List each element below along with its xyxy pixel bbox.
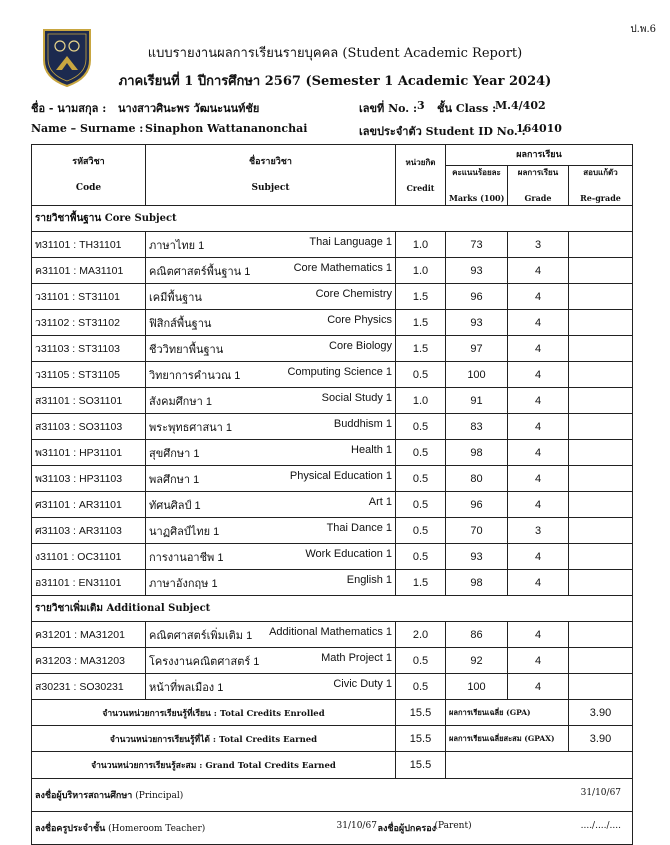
subject-name-th: หน้าที่พลเมือง 1 xyxy=(149,681,224,694)
subject-grade: 4 xyxy=(508,440,569,466)
total-earned-label: จำนวนหน่วยการเรียนรู้ที่ได้ : Total Credits Earned xyxy=(32,726,396,752)
subject-name-en: English 1 xyxy=(346,573,392,586)
subject-name-en: Additional Mathematics 1 xyxy=(269,625,392,638)
subject-code: ว31101 : ST31101 xyxy=(32,284,146,310)
grades-table-body xyxy=(32,145,633,845)
subject-row xyxy=(32,258,633,284)
subject-code: ว31103 : ST31103 xyxy=(32,336,146,362)
grade-header-en: Grade xyxy=(524,193,552,203)
subject-regrade xyxy=(569,232,633,258)
subject-name-cell xyxy=(146,284,396,310)
grades-table xyxy=(31,144,633,845)
subject-name-th: เคมีพื้นฐาน xyxy=(149,291,202,304)
teacher-date: 31/10/67 xyxy=(336,821,377,831)
subject-credit: 1.0 xyxy=(396,388,446,414)
subject-code: ส30231 : SO30231 xyxy=(32,674,146,700)
subject-regrade xyxy=(569,310,633,336)
core-section-label: รายวิชาพื้นฐาน Core Subject xyxy=(32,206,633,232)
subject-name-th: พระพุทธศาสนา 1 xyxy=(149,421,233,434)
subject-grade: 4 xyxy=(508,544,569,570)
subject-name-th: นาฏศิลป์ไทย 1 xyxy=(149,525,220,538)
subject-name-cell xyxy=(146,570,396,596)
subject-name-cell xyxy=(146,674,396,700)
parent-label-th: ลงชื่อผู้ปกครอง xyxy=(377,824,437,834)
student-class: M.4/402 xyxy=(495,99,546,112)
subject-regrade xyxy=(569,284,633,310)
subject-marks: 91 xyxy=(446,388,508,414)
subject-regrade xyxy=(569,492,633,518)
grand-total-blank xyxy=(446,752,633,779)
credit-header-th: หน่วยกิต xyxy=(405,156,436,167)
additional-section-label: รายวิชาเพิ่มเติม Additional Subject xyxy=(32,596,633,622)
student-id: 164010 xyxy=(516,122,562,135)
subject-name-en: Math Project 1 xyxy=(321,651,392,664)
subject-marks: 93 xyxy=(446,258,508,284)
subject-grade: 4 xyxy=(508,648,569,674)
subject-credit: 0.5 xyxy=(396,362,446,388)
subject-credit: 1.5 xyxy=(396,570,446,596)
subject-code: ส31103 : SO31103 xyxy=(32,414,146,440)
subject-name-th: พลศึกษา 1 xyxy=(149,473,200,486)
subject-name-th: วิทยาการคำนวณ 1 xyxy=(149,369,241,382)
code-header-en: Code xyxy=(75,182,102,193)
subject-name-en: Thai Dance 1 xyxy=(326,521,392,534)
subject-row xyxy=(32,622,633,648)
subject-credit: 0.5 xyxy=(396,466,446,492)
total-earned-value: 15.5 xyxy=(396,726,446,752)
subject-regrade xyxy=(569,336,633,362)
subject-row xyxy=(32,232,633,258)
subject-name-th: คณิตศาสตร์เพิ่มเติม 1 xyxy=(149,629,253,642)
subject-code: พ31103 : HP31103 xyxy=(32,466,146,492)
marks-header-en: Marks (100) xyxy=(449,193,505,203)
subject-code: อ31101 : EN31101 xyxy=(32,570,146,596)
subject-row xyxy=(32,284,633,310)
subject-marks: 98 xyxy=(446,440,508,466)
subject-row xyxy=(32,492,633,518)
subject-name-th: สังคมศึกษา 1 xyxy=(149,395,212,408)
semester-title: ภาคเรียนที่ 1 ปีการศึกษา 2567 (Semester 1 Academic Year 2024) xyxy=(118,74,552,89)
subject-row xyxy=(32,414,633,440)
regrade-header-en: Re-grade xyxy=(580,193,621,203)
subject-regrade xyxy=(569,622,633,648)
subject-grade: 4 xyxy=(508,570,569,596)
subject-name-en: Core Chemistry xyxy=(315,287,392,300)
gpa-value: 3.90 xyxy=(569,700,633,726)
gpax-value: 3.90 xyxy=(569,726,633,752)
subject-grade: 4 xyxy=(508,336,569,362)
subject-row xyxy=(32,310,633,336)
subject-name-cell xyxy=(146,648,396,674)
subject-credit: 0.5 xyxy=(396,648,446,674)
principal-date: 31/10/67 xyxy=(580,788,622,798)
teacher-label-th: ลงชื่อครูประจำชั้น xyxy=(35,824,106,834)
total-enrolled-row xyxy=(32,700,633,726)
subject-row xyxy=(32,544,633,570)
student-id-label: เลขประจำตัว Student ID No. : xyxy=(359,125,526,138)
result-group-header: ผลการเรียน xyxy=(446,145,633,166)
subject-code: ค31201 : MA31201 xyxy=(32,622,146,648)
subject-name-th: ภาษาอังกฤษ 1 xyxy=(149,577,218,590)
subject-name-en: Core Biology xyxy=(329,339,392,352)
gpax-label: ผลการเรียนเฉลี่ยสะสม (GPAX) xyxy=(446,726,569,752)
subject-name-cell xyxy=(146,336,396,362)
subject-marks: 100 xyxy=(446,362,508,388)
subject-regrade xyxy=(569,414,633,440)
subject-name-th: ภาษาไทย 1 xyxy=(149,239,205,252)
credit-header-en: Credit xyxy=(406,182,435,193)
subject-row xyxy=(32,518,633,544)
subject-credit: 0.5 xyxy=(396,492,446,518)
subject-regrade xyxy=(569,518,633,544)
subject-name-en: Social Study 1 xyxy=(321,391,392,404)
subject-grade: 4 xyxy=(508,492,569,518)
subject-marks: 73 xyxy=(446,232,508,258)
total-earned-row xyxy=(32,726,633,752)
subject-name-cell xyxy=(146,258,396,284)
subject-grade: 4 xyxy=(508,622,569,648)
code-column-header xyxy=(32,145,146,206)
teacher-signature-row xyxy=(32,812,633,845)
subject-row xyxy=(32,466,633,492)
teacher-label-en: (Homeroom Teacher) xyxy=(108,824,206,834)
subject-regrade xyxy=(569,258,633,284)
subject-row xyxy=(32,336,633,362)
student-class-label: ชั้น Class : xyxy=(437,102,497,115)
subject-name-en: Core Mathematics 1 xyxy=(293,261,392,274)
subject-grade: 4 xyxy=(508,414,569,440)
student-name-en-label: Name – Surname : xyxy=(31,122,144,135)
subject-name-th: คณิตศาสตร์พื้นฐาน 1 xyxy=(149,265,251,278)
subject-marks: 100 xyxy=(446,674,508,700)
subject-row xyxy=(32,648,633,674)
subject-name-en: Buddhism 1 xyxy=(333,417,392,430)
subject-name-th: โครงงานคณิตศาสตร์ 1 xyxy=(149,655,260,668)
subject-row xyxy=(32,362,633,388)
subject-credit: 1.5 xyxy=(396,310,446,336)
subject-name-en: Thai Language 1 xyxy=(309,235,392,248)
subject-credit: 2.0 xyxy=(396,622,446,648)
student-number-label: เลขที่ No. : xyxy=(359,102,418,115)
subject-credit: 0.5 xyxy=(396,674,446,700)
regrade-column-header xyxy=(569,166,633,206)
subject-name-th: การงานอาชีพ 1 xyxy=(149,551,224,564)
subject-credit: 0.5 xyxy=(396,440,446,466)
subject-name-en: Computing Science 1 xyxy=(287,365,392,378)
regrade-header-th: สอบแก้ตัว xyxy=(583,167,618,177)
subject-credit: 1.5 xyxy=(396,284,446,310)
subject-regrade xyxy=(569,388,633,414)
subject-regrade xyxy=(569,466,633,492)
subject-grade: 4 xyxy=(508,258,569,284)
subject-credit: 0.5 xyxy=(396,414,446,440)
form-number: ป.พ.6 xyxy=(630,24,656,35)
subject-name-th: สุขศึกษา 1 xyxy=(149,447,200,460)
subject-marks: 83 xyxy=(446,414,508,440)
subject-regrade xyxy=(569,440,633,466)
core-section-row xyxy=(32,206,633,232)
subject-name-en: Core Physics xyxy=(327,313,392,326)
subject-row xyxy=(32,570,633,596)
subject-column-header xyxy=(146,145,396,206)
gpa-label: ผลการเรียนเฉลี่ย (GPA) xyxy=(446,700,569,726)
subject-code: ศ31101 : AR31101 xyxy=(32,492,146,518)
grand-total-row xyxy=(32,752,633,779)
subject-regrade xyxy=(569,648,633,674)
subject-grade: 4 xyxy=(508,284,569,310)
subject-name-cell xyxy=(146,492,396,518)
principal-signature-row xyxy=(32,779,633,812)
subject-credit: 1.0 xyxy=(396,258,446,284)
subject-name-cell xyxy=(146,362,396,388)
subject-name-th: ทัศนศิลป์ 1 xyxy=(149,499,201,512)
subject-regrade xyxy=(569,570,633,596)
subject-name-th: ชีววิทยาพื้นฐาน xyxy=(149,343,224,356)
subject-code: ส31101 : SO31101 xyxy=(32,388,146,414)
subject-marks: 97 xyxy=(446,336,508,362)
grand-total-label: จำนวนหน่วยการเรียนรู้สะสม : Grand Total Credits Earned xyxy=(32,752,396,779)
subject-name-cell xyxy=(146,466,396,492)
subject-grade: 4 xyxy=(508,466,569,492)
subject-marks: 86 xyxy=(446,622,508,648)
subject-marks: 80 xyxy=(446,466,508,492)
total-enrolled-label: จำนวนหน่วยการเรียนรู้ที่เรียน : Total Credits Enrolled xyxy=(32,700,396,726)
parent-date: ..../..../.... xyxy=(580,821,622,831)
subject-name-en: Work Education 1 xyxy=(305,547,392,560)
subject-credit: 1.0 xyxy=(396,232,446,258)
code-header-th: รหัสวิชา xyxy=(72,156,105,167)
subject-regrade xyxy=(569,362,633,388)
principal-label-th: ลงชื่อผู้บริหารสถานศึกษา xyxy=(35,791,133,801)
subject-row xyxy=(32,388,633,414)
subject-row xyxy=(32,440,633,466)
additional-section-row xyxy=(32,596,633,622)
marks-header-th: คะแนนร้อยละ xyxy=(452,167,501,177)
subject-marks: 70 xyxy=(446,518,508,544)
subject-name-cell xyxy=(146,622,396,648)
table-header-row-1 xyxy=(32,145,633,166)
subject-marks: 92 xyxy=(446,648,508,674)
subject-grade: 3 xyxy=(508,518,569,544)
student-name-en: Sinaphon Wattananonchai xyxy=(145,122,308,135)
subject-marks: 93 xyxy=(446,310,508,336)
subject-code: ว31105 : ST31105 xyxy=(32,362,146,388)
teacher-signature-cell xyxy=(32,812,633,845)
subject-header-en: Subject xyxy=(251,182,290,193)
subject-marks: 96 xyxy=(446,284,508,310)
subject-marks: 96 xyxy=(446,492,508,518)
subject-name-en: Physical Education 1 xyxy=(289,469,392,482)
principal-signature-cell xyxy=(32,779,633,812)
subject-name-cell xyxy=(146,232,396,258)
subject-regrade xyxy=(569,544,633,570)
principal-label-en: (Principal) xyxy=(135,791,184,801)
student-name-th: นางสาวศินะพร วัฒนะนนท์ชัย xyxy=(118,102,260,115)
parent-label-en: (Parent) xyxy=(434,821,472,831)
subject-credit: 1.5 xyxy=(396,336,446,362)
subject-name-cell xyxy=(146,414,396,440)
subject-row xyxy=(32,674,633,700)
subject-grade: 3 xyxy=(508,232,569,258)
student-name-th-label: ชื่อ - นามสกุล : xyxy=(31,102,107,115)
grade-header-th: ผลการเรียน xyxy=(517,167,559,177)
subject-credit: 0.5 xyxy=(396,544,446,570)
total-enrolled-value: 15.5 xyxy=(396,700,446,726)
subject-code: พ31101 : HP31101 xyxy=(32,440,146,466)
grade-column-header xyxy=(508,166,569,206)
subject-code: ว31102 : ST31102 xyxy=(32,310,146,336)
credit-column-header xyxy=(396,145,446,206)
student-number: 3 xyxy=(417,99,425,112)
subject-code: ง31101 : OC31101 xyxy=(32,544,146,570)
subject-name-cell xyxy=(146,388,396,414)
subject-name-cell xyxy=(146,440,396,466)
subject-name-cell xyxy=(146,310,396,336)
subject-code: ศ31103 : AR31103 xyxy=(32,518,146,544)
subject-name-th: ฟิสิกส์พื้นฐาน xyxy=(149,317,212,330)
grand-total-value: 15.5 xyxy=(396,752,446,779)
subject-regrade xyxy=(569,674,633,700)
subject-name-cell xyxy=(146,518,396,544)
subject-name-cell xyxy=(146,544,396,570)
subject-grade: 4 xyxy=(508,388,569,414)
subject-name-en: Civic Duty 1 xyxy=(333,677,392,690)
subject-name-en: Art 1 xyxy=(368,495,392,508)
subject-marks: 93 xyxy=(446,544,508,570)
subject-code: ค31101 : MA31101 xyxy=(32,258,146,284)
subject-code: ค31203 : MA31203 xyxy=(32,648,146,674)
subject-name-en: Health 1 xyxy=(351,443,392,456)
subject-grade: 4 xyxy=(508,674,569,700)
subject-credit: 0.5 xyxy=(396,518,446,544)
marks-column-header xyxy=(446,166,508,206)
report-title: แบบรายงานผลการเรียนรายบุคคล (Student Academic Report) xyxy=(147,46,523,61)
subject-header-th: ชื่อรายวิชา xyxy=(249,156,292,167)
subject-marks: 98 xyxy=(446,570,508,596)
subject-grade: 4 xyxy=(508,362,569,388)
subject-code: ท31101 : TH31101 xyxy=(32,232,146,258)
subject-grade: 4 xyxy=(508,310,569,336)
